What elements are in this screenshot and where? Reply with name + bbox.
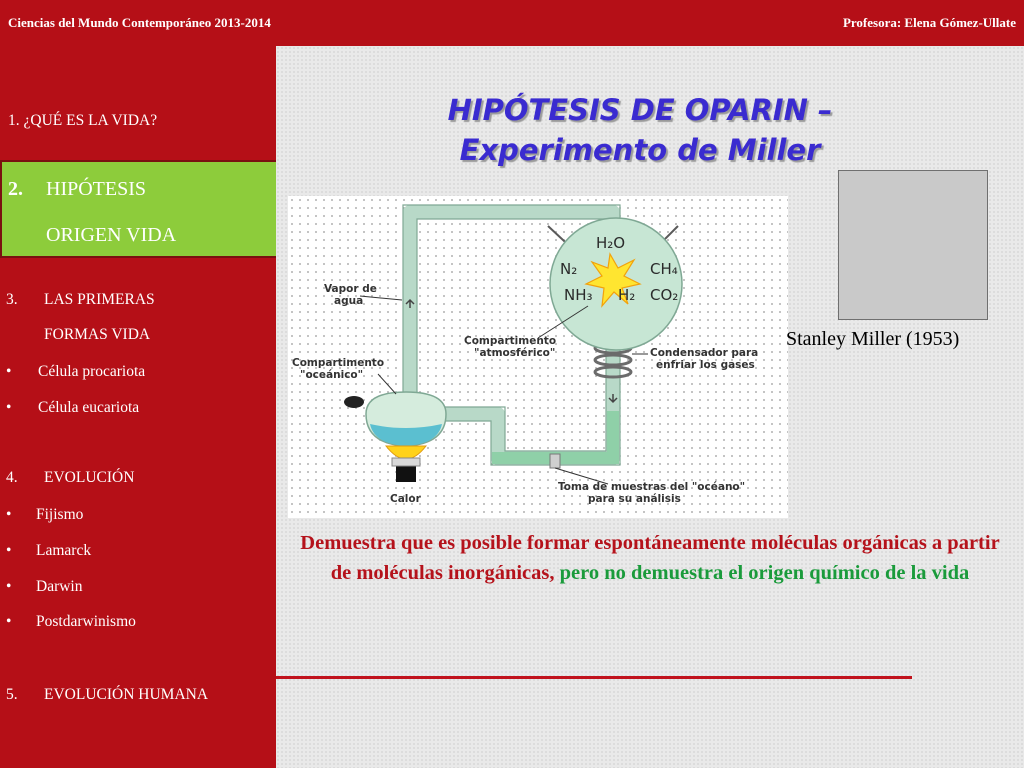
ocean-label: Compartimento xyxy=(292,357,385,369)
heat-label: Calor xyxy=(390,493,421,505)
conclusion-red-text: Demuestra que es posible formar espontáneamente moléculas orgánicas a partir de moléculas inorgánicas, xyxy=(300,532,1000,584)
gas-label: H₂O xyxy=(596,234,626,252)
course-title: Ciencias del Mundo Contemporáneo 2013-2014 xyxy=(8,15,271,30)
vapor-label: agua xyxy=(334,295,364,307)
sidebar-item-number: 3. xyxy=(6,291,18,308)
slide-title-line: HIPÓTESIS DE OPARIN – xyxy=(447,93,833,127)
miller-apparatus-diagram xyxy=(288,196,788,518)
sampling-label: para su análisis xyxy=(588,493,681,505)
sidebar-subitem-label: Célula eucariota xyxy=(38,399,140,416)
sidebar-item-number: 2. xyxy=(8,178,23,200)
bullet: • xyxy=(6,506,12,523)
bullet: • xyxy=(6,578,12,595)
gas-label: NH₃ xyxy=(564,286,593,304)
vapor-label: Vapor de xyxy=(324,283,377,295)
sidebar-item-label: HIPÓTESIS xyxy=(46,178,147,200)
bullet: • xyxy=(6,399,12,416)
sidebar-subitem-label: Lamarck xyxy=(36,542,92,559)
sidebar-subitem-label: Célula procariota xyxy=(38,363,146,380)
slide-title-line: Experimento de Miller xyxy=(459,133,821,167)
sidebar-item-label: ORIGEN VIDA xyxy=(46,224,177,246)
sampling-label: Toma de muestras del "océano" xyxy=(558,481,746,493)
sidebar-item-number: 4. xyxy=(6,469,18,486)
bullet: • xyxy=(6,363,12,380)
conclusion-text xyxy=(300,528,1000,588)
gas-label: CH₄ xyxy=(650,260,678,278)
gas-label: CO₂ xyxy=(650,286,679,304)
sidebar-item-label: FORMAS VIDA xyxy=(44,326,151,343)
bullet: • xyxy=(6,542,12,559)
sidebar-item-label: EVOLUCIÓN HUMANA xyxy=(44,686,209,703)
gas-label: N₂ xyxy=(560,260,578,278)
atmosphere-label: Compartimento xyxy=(464,335,557,347)
burner-ring xyxy=(392,458,420,466)
sidebar-subitem-label: Postdarwinismo xyxy=(36,613,136,630)
sidebar-item-label: EVOLUCIÓN xyxy=(44,469,135,486)
bullet: • xyxy=(6,613,12,630)
slide-title xyxy=(360,90,920,170)
burner-base xyxy=(396,466,416,482)
divider-line xyxy=(276,676,912,679)
sidebar-subitem-label: Darwin xyxy=(36,578,83,595)
photo-caption: Stanley Miller (1953) xyxy=(786,328,960,350)
sidebar-item-label: LAS PRIMERAS xyxy=(44,291,155,308)
sidebar-item-number: 5. xyxy=(6,686,18,703)
sidebar-item-hipotesis-active[interactable] xyxy=(0,160,294,258)
atmosphere-label: "atmosférico" xyxy=(474,347,556,359)
stopper xyxy=(344,396,364,408)
sidebar-item-label: 1. ¿QUÉ ES LA VIDA? xyxy=(8,112,158,129)
teacher-name: Profesora: Elena Gómez-Ullate xyxy=(842,15,1016,30)
portrait-placeholder xyxy=(838,170,988,320)
ocean-label: "oceánico" xyxy=(300,369,364,381)
sidebar-subitem-label: Fijismo xyxy=(36,506,84,523)
header-bar xyxy=(0,0,1024,46)
conclusion-green-text: pero no demuestra el origen químico de la vida xyxy=(559,562,970,584)
gas-label: H₂ xyxy=(618,286,636,304)
sampling-valve xyxy=(550,454,560,468)
condenser-label: enfriar los gases xyxy=(656,359,755,371)
condenser-label: Condensador para xyxy=(650,347,759,359)
